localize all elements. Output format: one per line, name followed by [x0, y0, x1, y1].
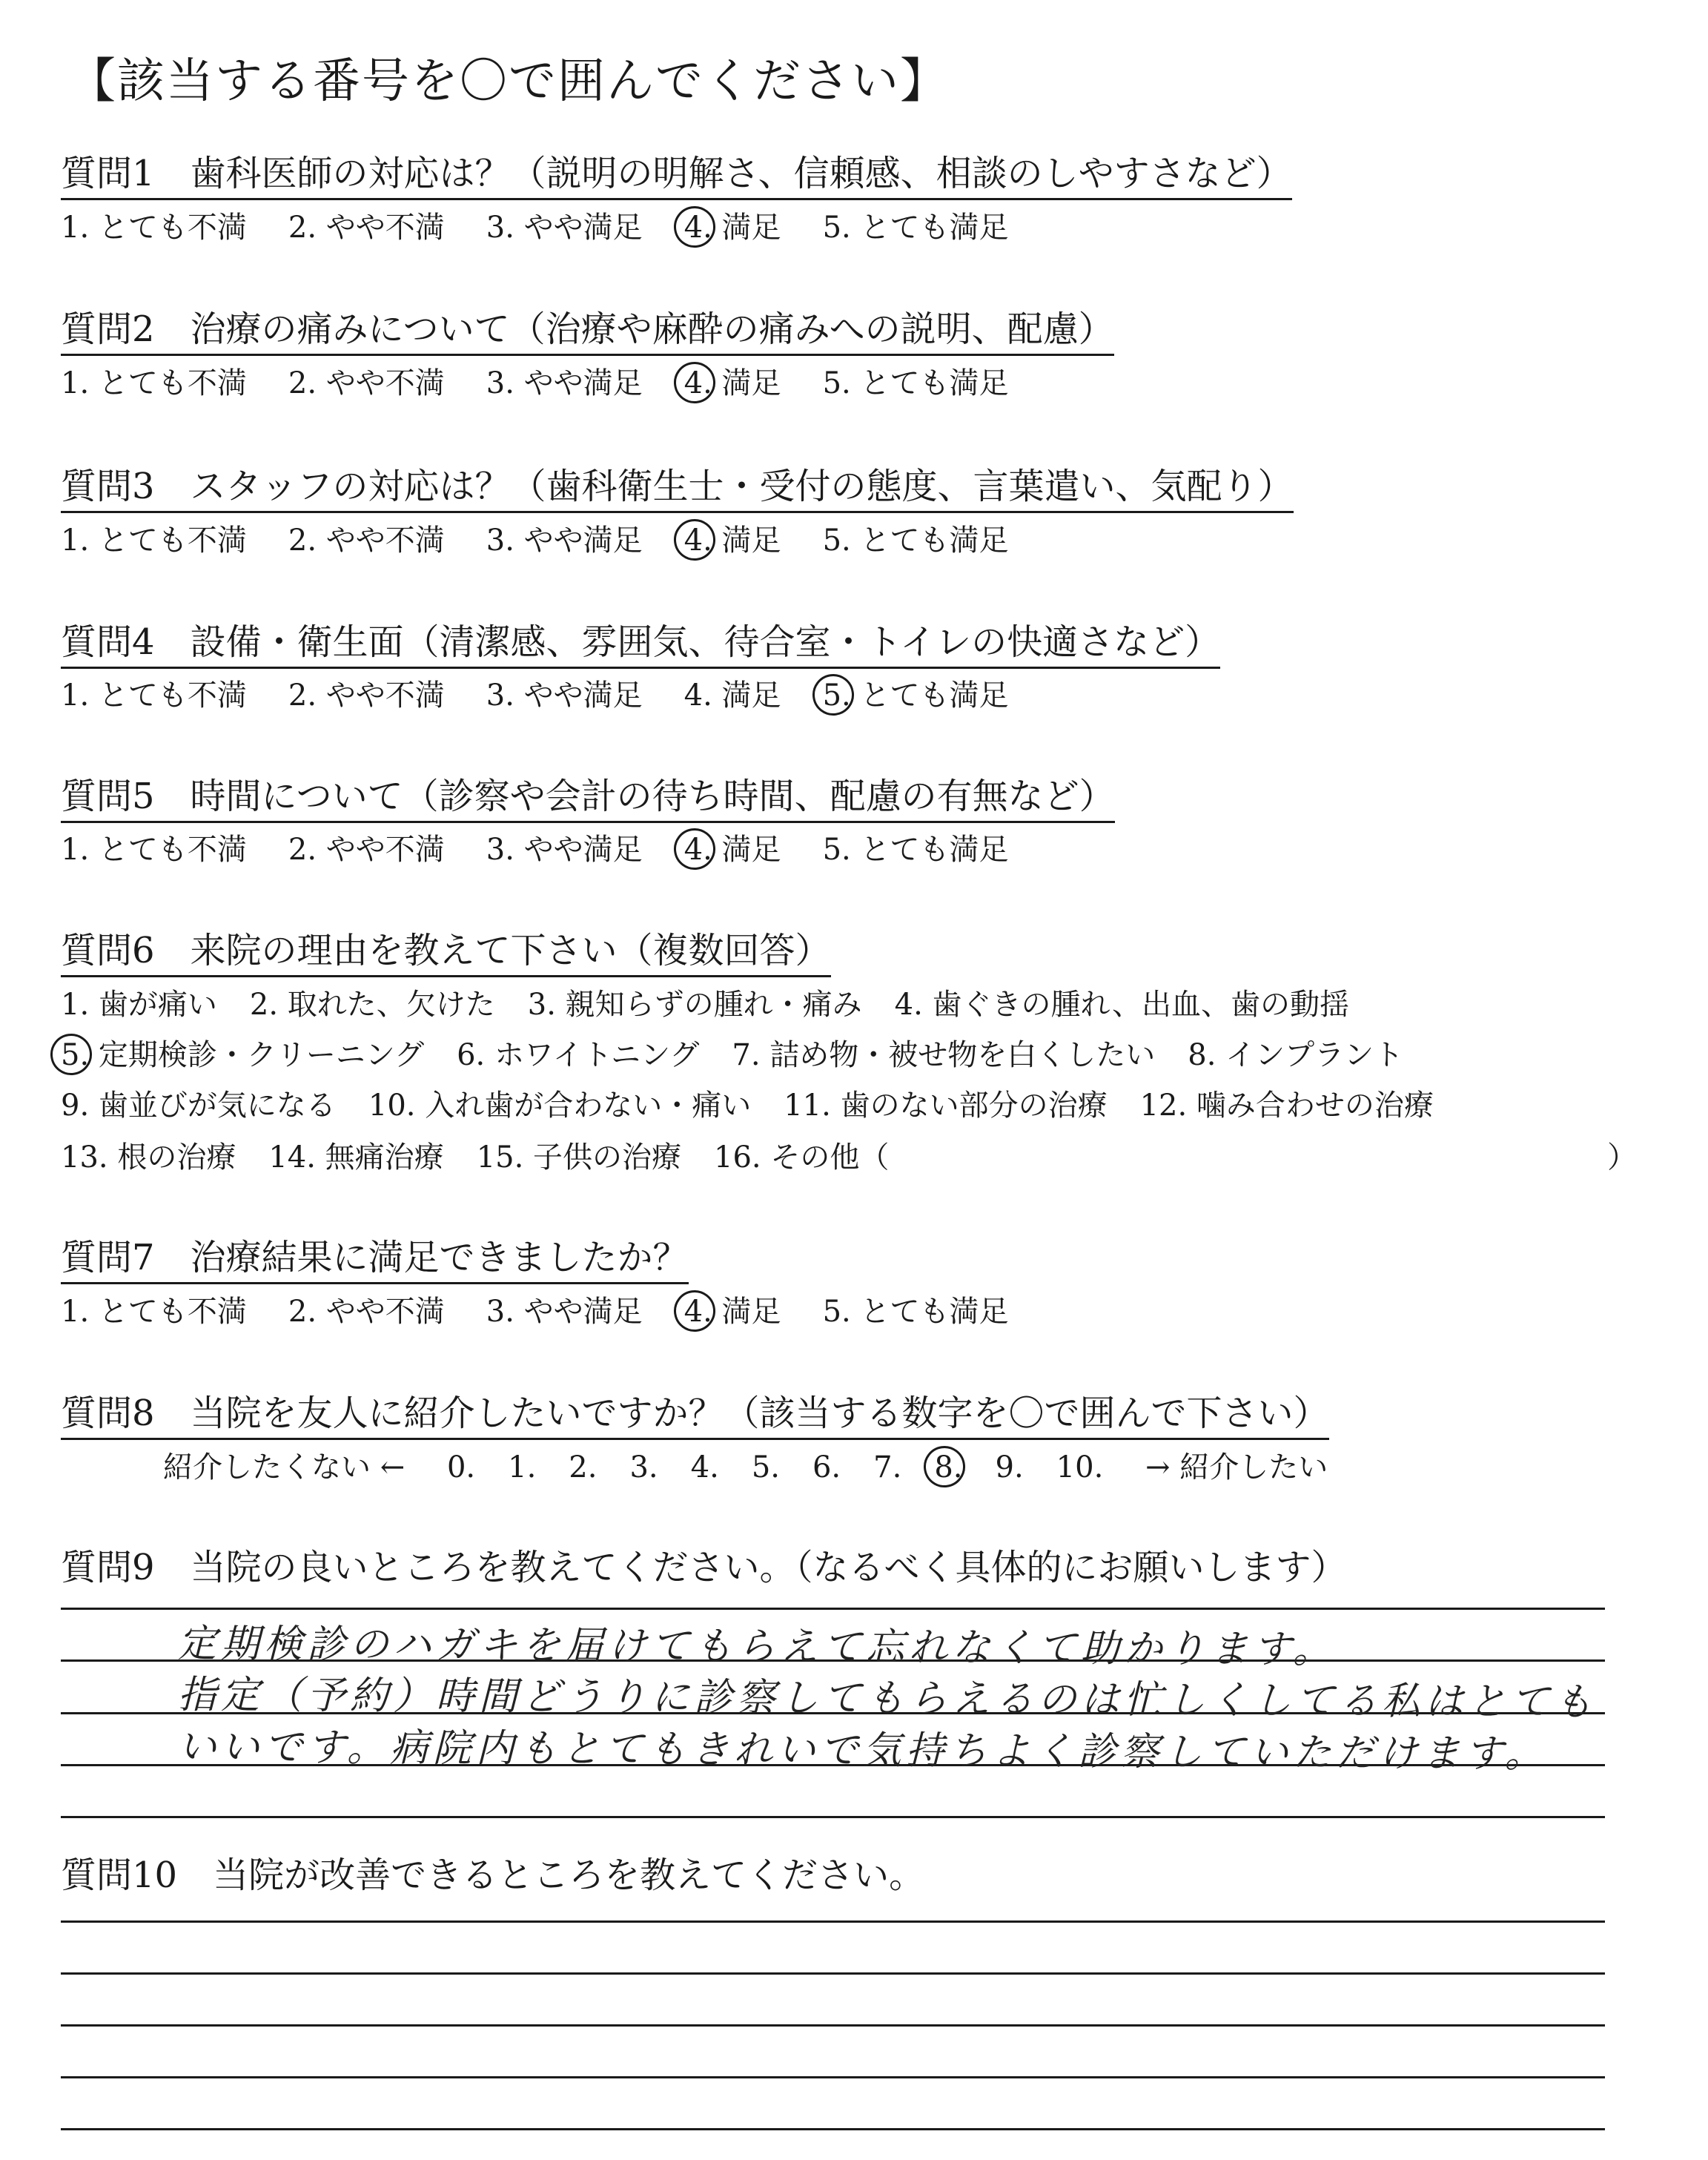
- option-1-number: 1.: [61, 524, 90, 558]
- option-3-text: やや満足: [514, 211, 643, 245]
- option-1-text: とても不満: [89, 833, 247, 867]
- reason-1-number: 1.: [61, 988, 90, 1022]
- option-2-text: やや不満: [317, 678, 445, 713]
- option-2-number: 2.: [288, 678, 317, 713]
- reason-8-number: 8.: [1188, 1038, 1217, 1072]
- recommend-9-number: 9.: [995, 1450, 1024, 1484]
- option-4: [684, 1293, 781, 1330]
- option-4-text: 満足: [712, 678, 781, 713]
- reason-6: [457, 1037, 699, 1074]
- option-5: [823, 831, 1009, 868]
- reason-1: [61, 986, 217, 1023]
- reason-15-text: 子供の治療: [523, 1140, 682, 1175]
- reason-14: [268, 1139, 443, 1176]
- question-6-row-4: [61, 1139, 921, 1176]
- reason-16: [714, 1139, 889, 1176]
- option-2: [288, 209, 445, 246]
- reason-12: [1140, 1087, 1434, 1124]
- option-1-number: 1.: [61, 833, 90, 867]
- option-3-number: 3.: [486, 211, 514, 245]
- option-3-text: やや満足: [514, 366, 643, 400]
- question-8-label: 質問8 当院を友人に紹介したいですか？（該当する数字を〇で囲んで下さい）: [61, 1392, 1329, 1440]
- reason-3-number: 3.: [527, 988, 556, 1022]
- answer-line: [61, 2128, 1605, 2130]
- question-3-options: [61, 522, 1050, 559]
- option-2-number: 2.: [288, 366, 317, 400]
- option-4: [684, 365, 781, 402]
- reason-5-text: 定期検診・クリーニング: [89, 1038, 425, 1072]
- recommend-0-number: 0.: [446, 1450, 476, 1484]
- recommend-6: [812, 1449, 841, 1486]
- reason-8: [1188, 1037, 1403, 1074]
- option-2-text: やや不満: [317, 524, 445, 558]
- option-5-text: とても満足: [850, 366, 1009, 400]
- reason-6-number: 6.: [457, 1038, 486, 1072]
- reason-16-number: 16.: [714, 1140, 761, 1175]
- option-5-text: とても満足: [850, 833, 1009, 867]
- option-5: [823, 209, 1009, 246]
- option-4-text: 満足: [712, 524, 781, 558]
- question-10-label: 質問10 当院が改善できるところを教えてください。: [61, 1855, 925, 1896]
- option-1-number: 1.: [61, 366, 90, 400]
- answer-line: [61, 1972, 1605, 1975]
- reason-6-text: ホワイトニング: [485, 1038, 700, 1072]
- option-3: [486, 1293, 643, 1330]
- option-4-text: 満足: [712, 366, 781, 400]
- option-4-number: 4.: [683, 678, 712, 713]
- option-5: [823, 365, 1009, 402]
- recommend-10: [1056, 1449, 1104, 1486]
- reason-10-text: 入れ歯が合わない・痛い: [415, 1089, 752, 1123]
- answer-line: [61, 2076, 1605, 2078]
- reason-2-text: 取れた、欠けた: [278, 988, 495, 1022]
- question-2-label: 質問2 治療の痛みについて（治療や麻酔の痛みへの説明、配慮）: [61, 308, 1114, 356]
- option-5-number: 5.: [822, 211, 851, 245]
- option-2-text: やや不満: [317, 833, 445, 867]
- question-1-label: 質問1 歯科医師の対応は？（説明の明解さ、信頼感、相談のしやすさなど）: [61, 152, 1292, 200]
- option-4: [684, 831, 781, 868]
- option-2: [288, 1293, 445, 1330]
- recommend-5: [752, 1449, 780, 1486]
- recommend-10-number: 10.: [1056, 1450, 1104, 1484]
- option-3: [486, 677, 643, 714]
- option-4-text: 満足: [712, 833, 781, 867]
- option-1-text: とても不満: [89, 1295, 247, 1329]
- option-4-number: 4.: [683, 1295, 712, 1329]
- option-1: [61, 365, 247, 402]
- option-5: [823, 522, 1009, 559]
- option-3-text: やや満足: [514, 678, 643, 713]
- reason-15: [477, 1139, 681, 1176]
- option-3-number: 3.: [486, 366, 514, 400]
- option-1-number: 1.: [61, 678, 90, 713]
- option-2-text: やや不満: [317, 1295, 445, 1329]
- option-5: [823, 1293, 1009, 1330]
- answer-text-line-1: 定期検診のハガキを届けてもらえて忘れなくて助かります。: [177, 1621, 1336, 1673]
- option-2: [288, 677, 445, 714]
- question-7-options: [61, 1293, 1050, 1330]
- reason-13: [61, 1139, 236, 1176]
- option-3-text: やや満足: [514, 833, 643, 867]
- reason-16-text: その他（: [761, 1140, 890, 1175]
- reason-11-number: 11.: [784, 1089, 831, 1123]
- question-5-label: 質問5 時間について（診察や会計の待ち時間、配慮の有無など）: [61, 775, 1115, 823]
- option-5-number: 5.: [822, 366, 851, 400]
- recommend-7-number: 7.: [873, 1450, 902, 1484]
- reason-4-text: 歯ぐきの腫れ、出血、歯の動揺: [922, 988, 1349, 1022]
- reason-12-text: 噛み合わせの治療: [1187, 1089, 1434, 1123]
- reason-8-text: インプラント: [1216, 1038, 1404, 1072]
- question-1-options: [61, 209, 1050, 246]
- reason-5: [61, 1037, 424, 1074]
- recommend-1: [508, 1449, 536, 1486]
- option-5-number: 5.: [822, 1295, 851, 1329]
- reason-4: [895, 986, 1349, 1023]
- recommend-8: [934, 1449, 962, 1486]
- recommend-8-number: 8.: [934, 1450, 963, 1484]
- reason-3: [528, 986, 862, 1023]
- reason-2-number: 2.: [249, 988, 279, 1022]
- recommend-6-number: 6.: [812, 1450, 841, 1484]
- option-3: [486, 522, 643, 559]
- recommend-numbers: [447, 1450, 1136, 1484]
- option-1: [61, 209, 247, 246]
- question-5-options: [61, 831, 1050, 868]
- reason-2: [250, 986, 495, 1023]
- option-3: [486, 831, 643, 868]
- option-3: [486, 365, 643, 402]
- option-5-text: とても満足: [850, 678, 1009, 713]
- recommend-right-label: → 紹介したい: [1145, 1450, 1328, 1484]
- answer-line: [61, 1816, 1605, 1818]
- question-4-label: 質問4 設備・衛生面（清潔感、雰囲気、待合室・トイレの快適さなど）: [61, 621, 1220, 669]
- recommend-2: [569, 1449, 597, 1486]
- reason-15-number: 15.: [476, 1140, 524, 1175]
- option-4-number: 4.: [683, 833, 712, 867]
- reason-13-number: 13.: [61, 1140, 108, 1175]
- answer-line: [61, 1920, 1605, 1923]
- option-5-number: 5.: [822, 678, 851, 713]
- recommend-4-number: 4.: [690, 1450, 719, 1484]
- question-3-label: 質問3 スタッフの対応は？（歯科衛生士・受付の態度、言葉遣い、気配り）: [61, 465, 1294, 513]
- reason-13-text: 根の治療: [107, 1140, 236, 1175]
- option-4-number: 4.: [683, 211, 712, 245]
- option-2: [288, 831, 445, 868]
- option-1-text: とても不満: [89, 366, 247, 400]
- recommend-3-number: 3.: [629, 1450, 658, 1484]
- option-5-text: とても満足: [850, 211, 1009, 245]
- option-3-number: 3.: [486, 833, 514, 867]
- option-4-text: 満足: [712, 1295, 781, 1329]
- reason-5-number: 5.: [61, 1038, 90, 1072]
- question-6-row-2: [61, 1037, 1436, 1074]
- option-5-number: 5.: [822, 524, 851, 558]
- page-title: 【該当する番号を〇で囲んでください】: [68, 54, 949, 109]
- option-2-text: やや不満: [317, 211, 445, 245]
- recommend-left-label: 紹介したくない ←: [163, 1450, 406, 1484]
- option-1: [61, 522, 247, 559]
- reason-1-text: 歯が痛い: [89, 988, 217, 1022]
- reason-10: [368, 1087, 751, 1124]
- reason-7-number: 7.: [732, 1038, 761, 1072]
- option-4: [684, 677, 781, 714]
- question-4-options: [61, 677, 1050, 714]
- question-6-other-close: ）: [1607, 1140, 1637, 1175]
- option-1-text: とても不満: [89, 678, 247, 713]
- reason-11: [784, 1087, 1107, 1124]
- reason-14-number: 14.: [268, 1140, 316, 1175]
- question-6-row-1: [61, 986, 1382, 1023]
- reason-3-text: 親知らずの腫れ・痛み: [555, 988, 862, 1022]
- answer-line: [61, 2024, 1605, 2027]
- option-1-number: 1.: [61, 1295, 90, 1329]
- option-5-text: とても満足: [850, 524, 1009, 558]
- option-4-text: 満足: [712, 211, 781, 245]
- option-3-number: 3.: [486, 524, 514, 558]
- recommend-7: [873, 1449, 901, 1486]
- question-8-scale: [163, 1449, 1360, 1486]
- recommend-0: [447, 1449, 475, 1486]
- option-4: [684, 209, 781, 246]
- option-1: [61, 831, 247, 868]
- question-6-label: 質問6 来院の理由を教えて下さい（複数回答）: [61, 929, 831, 977]
- question-7-label: 質問7 治療結果に満足できましたか？: [61, 1236, 689, 1284]
- reason-9: [61, 1087, 336, 1124]
- option-3: [486, 209, 643, 246]
- option-3-text: やや満足: [514, 1295, 643, 1329]
- recommend-5-number: 5.: [751, 1450, 780, 1484]
- option-2-number: 2.: [288, 524, 317, 558]
- option-1: [61, 1293, 247, 1330]
- option-1-text: とても不満: [89, 524, 247, 558]
- reason-7: [732, 1037, 1155, 1074]
- option-1-text: とても不満: [89, 211, 247, 245]
- recommend-3: [629, 1449, 658, 1486]
- option-2-number: 2.: [288, 833, 317, 867]
- reason-7-text: 詰め物・被せ物を白くしたい: [760, 1038, 1156, 1072]
- reason-10-number: 10.: [368, 1089, 416, 1123]
- option-3-number: 3.: [486, 678, 514, 713]
- option-5-text: とても満足: [850, 1295, 1009, 1329]
- reason-4-number: 4.: [894, 988, 923, 1022]
- recommend-1-number: 1.: [508, 1450, 537, 1484]
- option-3-number: 3.: [486, 1295, 514, 1329]
- option-2-number: 2.: [288, 1295, 317, 1329]
- option-4: [684, 522, 781, 559]
- option-2-number: 2.: [288, 211, 317, 245]
- question-6-row-3: [61, 1087, 1466, 1124]
- reason-14-text: 無痛治療: [315, 1140, 444, 1175]
- option-3-text: やや満足: [514, 524, 643, 558]
- option-5: [823, 677, 1009, 714]
- reason-9-text: 歯並びが気になる: [89, 1089, 336, 1123]
- option-1: [61, 677, 247, 714]
- reason-11-text: 歯のない部分の治療: [830, 1089, 1108, 1123]
- option-2: [288, 522, 445, 559]
- reason-12-number: 12.: [1139, 1089, 1188, 1123]
- recommend-4: [691, 1449, 719, 1486]
- option-2: [288, 365, 445, 402]
- answer-text-line-3: いいです。病院内もとてもきれいで気持ちよく診察していただけます。: [177, 1725, 1548, 1777]
- option-4-number: 4.: [683, 366, 712, 400]
- answer-text-line-2: 指定（予約）時間どうりに診察してもらえるのは忙しくしてる私はとても: [177, 1672, 1598, 1725]
- recommend-2-number: 2.: [569, 1450, 598, 1484]
- reason-9-number: 9.: [61, 1089, 90, 1123]
- option-1-number: 1.: [61, 211, 90, 245]
- recommend-9: [996, 1449, 1024, 1486]
- answer-line: [61, 1608, 1605, 1610]
- option-4-number: 4.: [683, 524, 712, 558]
- question-2-options: [61, 365, 1050, 402]
- question-9-label: 質問9 当院の良いところを教えてください。（なるべく具体的にお願いします）: [61, 1547, 1347, 1588]
- option-2-text: やや不満: [317, 366, 445, 400]
- option-5-number: 5.: [822, 833, 851, 867]
